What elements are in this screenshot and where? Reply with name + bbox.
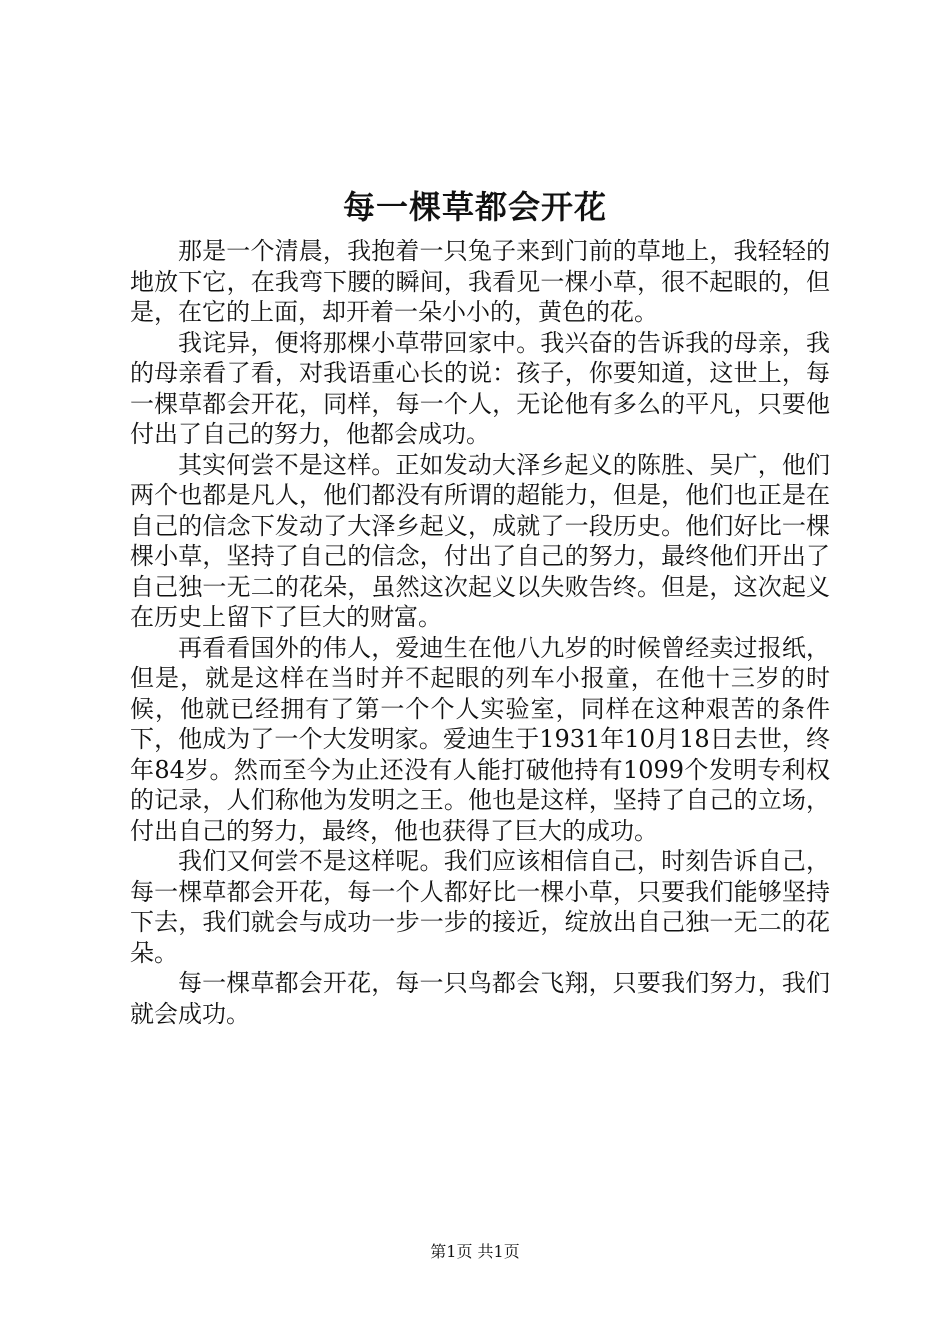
paragraph-4: 再看看国外的伟人，爱迪生在他八九岁的时候曾经卖过报纸，但是，就是这样在当时并不起眼的列车小报童，在他十三岁的时候，他就已经拥有了第一个个人实验室，同样在这种艰苦的条件下，他成为了一个大发明家。爱迪生于1931年10月18日去世，终年84岁。然而至今为止还没有人能打破他持有1099个发明专利权的记录，人们称他为发明之王。他也是这样，坚持了自己的立场，付出自己的努力，最终，他也获得了巨大的成功。 <box>130 633 830 845</box>
paragraph-2: 我诧异，便将那棵小草带回家中。我兴奋的告诉我的母亲，我的母亲看了看，对我语重心长的说：孩子，你要知道，这世上，每一棵草都会开花，同样，每一个人，无论他有多么的平凡，只要他付出了自己的努力，他都会成功。 <box>130 328 830 448</box>
paragraph-1: 那是一个清晨，我抱着一只兔子来到门前的草地上，我轻轻的地放下它，在我弯下腰的瞬间，我看见一棵小草，很不起眼的，但是，在它的上面，却开着一朵小小的，黄色的花。 <box>130 237 830 326</box>
paragraph-5: 我们又何尝不是这样呢。我们应该相信自己，时刻告诉自己，每一棵草都会开花，每一个人都好比一棵小草，只要我们能够坚持下去，我们就会与成功一步一步的接近，绽放出自己独一无二的花朵。 <box>130 847 830 967</box>
paragraph-6: 每一棵草都会开花，每一只鸟都会飞翔，只要我们努力，我们就会成功。 <box>130 969 830 1028</box>
paragraph-3: 其实何尝不是这样。正如发动大泽乡起义的陈胜、吴广，他们两个也都是凡人，他们都没有所谓的超能力，但是，他们也正是在自己的信念下发动了大泽乡起义，成就了一段历史。他们好比一棵棵小草，坚持了自己的信念，付出了自己的努力，最终他们开出了自己独一无二的花朵，虽然这次起义以失败告终。但是，这次起义在历史上留下了巨大的财富。 <box>130 450 830 631</box>
page-footer: 第1页 共1页 <box>430 1242 520 1261</box>
document-title: 每一棵草都会开花 <box>342 188 607 226</box>
document-body <box>130 236 830 1029</box>
